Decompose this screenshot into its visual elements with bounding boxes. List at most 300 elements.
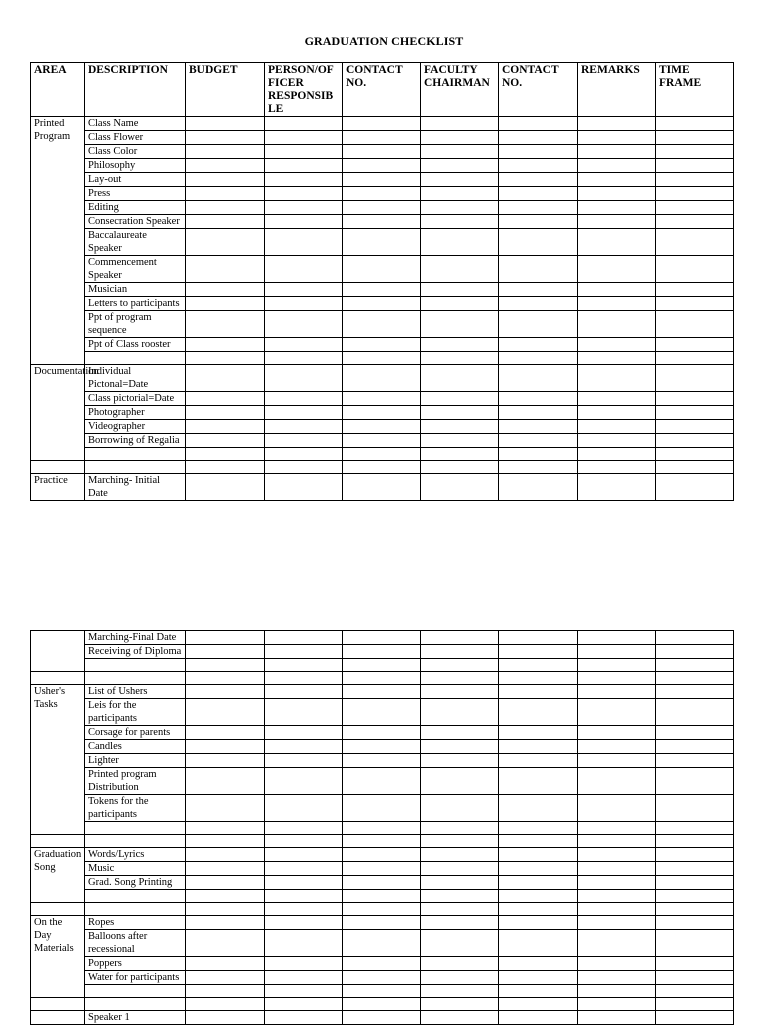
empty-cell <box>421 461 499 474</box>
table-row <box>31 768 734 795</box>
empty-cell <box>186 352 265 365</box>
empty-cell <box>656 1011 734 1025</box>
description-cell: Individual Pictonal=Date <box>85 365 186 392</box>
empty-cell <box>265 365 343 392</box>
empty-cell <box>656 768 734 795</box>
empty-cell <box>343 201 421 215</box>
description-cell: Receiving of Diploma <box>85 645 186 659</box>
empty-cell <box>656 740 734 754</box>
header-description: DESCRIPTION <box>85 63 186 117</box>
empty-cell <box>265 916 343 930</box>
empty-cell <box>186 890 265 903</box>
empty-cell <box>656 201 734 215</box>
empty-cell <box>343 795 421 822</box>
empty-cell <box>343 448 421 461</box>
table-row <box>31 848 734 862</box>
area-cell: Usher's Tasks <box>31 685 85 835</box>
empty-cell <box>499 229 578 256</box>
empty-cell <box>499 685 578 699</box>
empty-cell <box>499 890 578 903</box>
empty-cell <box>578 448 656 461</box>
empty-cell <box>265 229 343 256</box>
empty-cell <box>186 645 265 659</box>
empty-cell <box>421 631 499 645</box>
table-row <box>31 645 734 659</box>
empty-cell <box>499 187 578 201</box>
header-person-responsible: PERSON/OF FICER RESPONSIB LE <box>265 63 343 117</box>
empty-cell <box>343 848 421 862</box>
description-cell: Water for participants <box>85 971 186 985</box>
empty-cell <box>578 1011 656 1025</box>
empty-cell <box>499 631 578 645</box>
description-cell: Marching-Final Date <box>85 631 186 645</box>
description-cell: Class Name <box>85 117 186 131</box>
description-cell: Borrowing of Regalia <box>85 434 186 448</box>
blank-row <box>31 659 734 672</box>
empty-cell <box>186 145 265 159</box>
table-row <box>31 392 734 406</box>
empty-cell <box>656 256 734 283</box>
empty-cell <box>656 117 734 131</box>
description-cell <box>85 461 186 474</box>
empty-cell <box>265 957 343 971</box>
empty-cell <box>186 916 265 930</box>
empty-cell <box>265 392 343 406</box>
empty-cell <box>578 957 656 971</box>
empty-cell <box>186 474 265 501</box>
empty-cell <box>265 876 343 890</box>
empty-cell <box>421 406 499 420</box>
empty-cell <box>578 352 656 365</box>
empty-cell <box>265 448 343 461</box>
empty-cell <box>421 903 499 916</box>
empty-cell <box>499 699 578 726</box>
description-cell: Musician <box>85 283 186 297</box>
empty-cell <box>656 448 734 461</box>
table-row <box>31 131 734 145</box>
empty-cell <box>343 145 421 159</box>
empty-cell <box>499 474 578 501</box>
empty-cell <box>265 726 343 740</box>
empty-cell <box>265 420 343 434</box>
empty-cell <box>421 434 499 448</box>
table-row <box>31 420 734 434</box>
description-cell: Photographer <box>85 406 186 420</box>
empty-cell <box>421 283 499 297</box>
empty-cell <box>343 256 421 283</box>
empty-cell <box>578 159 656 173</box>
table-row <box>31 957 734 971</box>
empty-cell <box>343 187 421 201</box>
description-cell: Editing <box>85 201 186 215</box>
empty-cell <box>265 131 343 145</box>
empty-cell <box>186 699 265 726</box>
empty-cell <box>578 256 656 283</box>
empty-cell <box>421 117 499 131</box>
empty-cell <box>578 365 656 392</box>
empty-cell <box>578 903 656 916</box>
empty-cell <box>343 985 421 998</box>
empty-cell <box>343 672 421 685</box>
empty-cell <box>265 890 343 903</box>
empty-cell <box>343 297 421 311</box>
blank-row <box>31 903 734 916</box>
empty-cell <box>186 434 265 448</box>
empty-cell <box>421 229 499 256</box>
table-row <box>31 1011 734 1025</box>
empty-cell <box>499 726 578 740</box>
empty-cell <box>656 971 734 985</box>
header-area: AREA <box>31 63 85 117</box>
empty-cell <box>421 998 499 1011</box>
table-row <box>31 685 734 699</box>
empty-cell <box>499 256 578 283</box>
table-row <box>31 862 734 876</box>
empty-cell <box>578 215 656 229</box>
empty-cell <box>499 862 578 876</box>
empty-cell <box>499 173 578 187</box>
empty-cell <box>421 862 499 876</box>
description-cell: Printed program Distribution <box>85 768 186 795</box>
empty-cell <box>186 448 265 461</box>
description-cell <box>85 352 186 365</box>
empty-cell <box>265 311 343 338</box>
empty-cell <box>656 159 734 173</box>
empty-cell <box>186 201 265 215</box>
empty-cell <box>343 229 421 256</box>
empty-cell <box>656 754 734 768</box>
empty-cell <box>656 862 734 876</box>
empty-cell <box>656 229 734 256</box>
table-row <box>31 297 734 311</box>
blank-row <box>31 822 734 835</box>
empty-cell <box>499 434 578 448</box>
description-cell: Class pictorial=Date <box>85 392 186 406</box>
empty-cell <box>656 352 734 365</box>
empty-cell <box>499 392 578 406</box>
blank-row <box>31 890 734 903</box>
empty-cell <box>499 215 578 229</box>
empty-cell <box>265 631 343 645</box>
empty-cell <box>343 631 421 645</box>
empty-cell <box>186 957 265 971</box>
empty-cell <box>186 311 265 338</box>
empty-cell <box>265 699 343 726</box>
empty-cell <box>343 862 421 876</box>
empty-cell <box>186 848 265 862</box>
description-cell: Leis for the participants <box>85 699 186 726</box>
empty-cell <box>656 283 734 297</box>
empty-cell <box>578 916 656 930</box>
empty-cell <box>421 131 499 145</box>
empty-cell <box>343 159 421 173</box>
header-budget: BUDGET <box>186 63 265 117</box>
empty-cell <box>421 672 499 685</box>
table-row <box>31 754 734 768</box>
empty-cell <box>343 699 421 726</box>
empty-cell <box>343 971 421 985</box>
empty-cell <box>578 971 656 985</box>
empty-cell <box>343 311 421 338</box>
empty-cell <box>578 392 656 406</box>
empty-cell <box>656 848 734 862</box>
empty-cell <box>421 848 499 862</box>
description-cell: Ropes <box>85 916 186 930</box>
area-cell: Documentation <box>31 365 85 461</box>
empty-cell <box>578 338 656 352</box>
empty-cell <box>499 957 578 971</box>
description-cell: Baccalaureate Speaker <box>85 229 186 256</box>
empty-cell <box>421 173 499 187</box>
empty-cell <box>656 795 734 822</box>
empty-cell <box>578 754 656 768</box>
table-row <box>31 699 734 726</box>
empty-cell <box>499 740 578 754</box>
header-contact-no: CONTACT NO. <box>343 63 421 117</box>
empty-cell <box>656 672 734 685</box>
empty-cell <box>343 726 421 740</box>
empty-cell <box>421 740 499 754</box>
empty-cell <box>186 822 265 835</box>
empty-cell <box>265 985 343 998</box>
empty-cell <box>186 420 265 434</box>
empty-cell <box>343 822 421 835</box>
empty-cell <box>656 434 734 448</box>
empty-cell <box>343 283 421 297</box>
empty-cell <box>265 406 343 420</box>
empty-cell <box>265 930 343 957</box>
empty-cell <box>265 848 343 862</box>
empty-cell <box>656 406 734 420</box>
empty-cell <box>578 862 656 876</box>
description-cell: Class Flower <box>85 131 186 145</box>
table-row <box>31 930 734 957</box>
empty-cell <box>578 795 656 822</box>
area-cell: Practice <box>31 474 85 501</box>
empty-cell <box>186 903 265 916</box>
header-faculty-chairman: FACULTY CHAIRMAN <box>421 63 499 117</box>
description-cell <box>85 835 186 848</box>
empty-cell <box>499 311 578 338</box>
blank-row <box>31 448 734 461</box>
table-row <box>31 631 734 645</box>
empty-cell <box>656 916 734 930</box>
empty-cell <box>186 365 265 392</box>
empty-cell <box>421 201 499 215</box>
empty-cell <box>499 985 578 998</box>
empty-cell <box>656 659 734 672</box>
empty-cell <box>186 173 265 187</box>
empty-cell <box>421 890 499 903</box>
empty-cell <box>656 930 734 957</box>
empty-cell <box>343 768 421 795</box>
description-cell: Tokens for the participants <box>85 795 186 822</box>
empty-cell <box>421 795 499 822</box>
empty-cell <box>578 283 656 297</box>
empty-cell <box>656 985 734 998</box>
empty-cell <box>656 890 734 903</box>
area-cell <box>31 998 85 1011</box>
description-cell: Ppt of program sequence <box>85 311 186 338</box>
empty-cell <box>421 256 499 283</box>
empty-cell <box>343 645 421 659</box>
area-cell <box>31 1011 85 1025</box>
empty-cell <box>186 862 265 876</box>
empty-cell <box>343 754 421 768</box>
area-cell: Graduation Song <box>31 848 85 903</box>
empty-cell <box>421 685 499 699</box>
blank-row <box>31 352 734 365</box>
empty-cell <box>578 461 656 474</box>
description-cell <box>85 822 186 835</box>
empty-cell <box>343 392 421 406</box>
empty-cell <box>186 392 265 406</box>
empty-cell <box>265 215 343 229</box>
header-time-frame: TIME FRAME <box>656 63 734 117</box>
empty-cell <box>421 754 499 768</box>
empty-cell <box>578 672 656 685</box>
empty-cell <box>656 957 734 971</box>
empty-cell <box>656 903 734 916</box>
empty-cell <box>343 406 421 420</box>
area-cell <box>31 835 85 848</box>
empty-cell <box>499 283 578 297</box>
description-cell: Videographer <box>85 420 186 434</box>
empty-cell <box>578 740 656 754</box>
description-cell <box>85 985 186 998</box>
description-cell <box>85 448 186 461</box>
empty-cell <box>265 685 343 699</box>
table-row <box>31 795 734 822</box>
empty-cell <box>578 201 656 215</box>
empty-cell <box>656 187 734 201</box>
empty-cell <box>186 117 265 131</box>
empty-cell <box>421 338 499 352</box>
blank-row <box>31 461 734 474</box>
empty-cell <box>578 645 656 659</box>
empty-cell <box>186 229 265 256</box>
empty-cell <box>499 145 578 159</box>
empty-cell <box>578 406 656 420</box>
empty-cell <box>578 985 656 998</box>
empty-cell <box>186 985 265 998</box>
empty-cell <box>578 420 656 434</box>
empty-cell <box>421 145 499 159</box>
empty-cell <box>656 474 734 501</box>
description-cell: Marching- Initial Date <box>85 474 186 501</box>
empty-cell <box>421 420 499 434</box>
empty-cell <box>578 173 656 187</box>
empty-cell <box>656 822 734 835</box>
empty-cell <box>343 835 421 848</box>
empty-cell <box>186 131 265 145</box>
empty-cell <box>499 876 578 890</box>
empty-cell <box>578 835 656 848</box>
empty-cell <box>421 768 499 795</box>
description-cell: Poppers <box>85 957 186 971</box>
table-row <box>31 229 734 256</box>
description-cell: Class Color <box>85 145 186 159</box>
table-row <box>31 311 734 338</box>
empty-cell <box>343 215 421 229</box>
blank-row <box>31 672 734 685</box>
empty-cell <box>343 420 421 434</box>
empty-cell <box>421 876 499 890</box>
empty-cell <box>656 835 734 848</box>
empty-cell <box>656 685 734 699</box>
empty-cell <box>578 631 656 645</box>
empty-cell <box>186 685 265 699</box>
empty-cell <box>343 659 421 672</box>
empty-cell <box>499 461 578 474</box>
empty-cell <box>186 659 265 672</box>
empty-cell <box>343 434 421 448</box>
empty-cell <box>265 659 343 672</box>
empty-cell <box>421 971 499 985</box>
table-row <box>31 256 734 283</box>
empty-cell <box>343 131 421 145</box>
empty-cell <box>265 201 343 215</box>
empty-cell <box>499 916 578 930</box>
blank-row <box>31 998 734 1011</box>
empty-cell <box>421 392 499 406</box>
empty-cell <box>343 957 421 971</box>
table-row <box>31 726 734 740</box>
table-row <box>31 159 734 173</box>
empty-cell <box>421 645 499 659</box>
empty-cell <box>499 795 578 822</box>
empty-cell <box>499 448 578 461</box>
empty-cell <box>578 145 656 159</box>
empty-cell <box>578 229 656 256</box>
empty-cell <box>265 903 343 916</box>
empty-cell <box>578 998 656 1011</box>
checklist-table-page-continued <box>30 630 734 1025</box>
empty-cell <box>578 890 656 903</box>
empty-cell <box>578 848 656 862</box>
empty-cell <box>186 795 265 822</box>
empty-cell <box>186 998 265 1011</box>
empty-cell <box>186 461 265 474</box>
empty-cell <box>186 1011 265 1025</box>
empty-cell <box>578 822 656 835</box>
empty-cell <box>421 365 499 392</box>
empty-cell <box>578 187 656 201</box>
empty-cell <box>421 474 499 501</box>
empty-cell <box>421 699 499 726</box>
area-cell: On the Day Materials <box>31 916 85 998</box>
empty-cell <box>186 631 265 645</box>
empty-cell <box>578 434 656 448</box>
empty-cell <box>499 768 578 795</box>
description-cell <box>85 672 186 685</box>
empty-cell <box>186 740 265 754</box>
empty-cell <box>186 406 265 420</box>
empty-cell <box>265 474 343 501</box>
description-cell: Consecration Speaker <box>85 215 186 229</box>
empty-cell <box>186 215 265 229</box>
description-cell: Press <box>85 187 186 201</box>
empty-cell <box>265 822 343 835</box>
empty-cell <box>186 672 265 685</box>
empty-cell <box>265 862 343 876</box>
empty-cell <box>186 256 265 283</box>
empty-cell <box>578 474 656 501</box>
description-cell <box>85 659 186 672</box>
description-cell <box>85 998 186 1011</box>
empty-cell <box>265 461 343 474</box>
empty-cell <box>265 795 343 822</box>
